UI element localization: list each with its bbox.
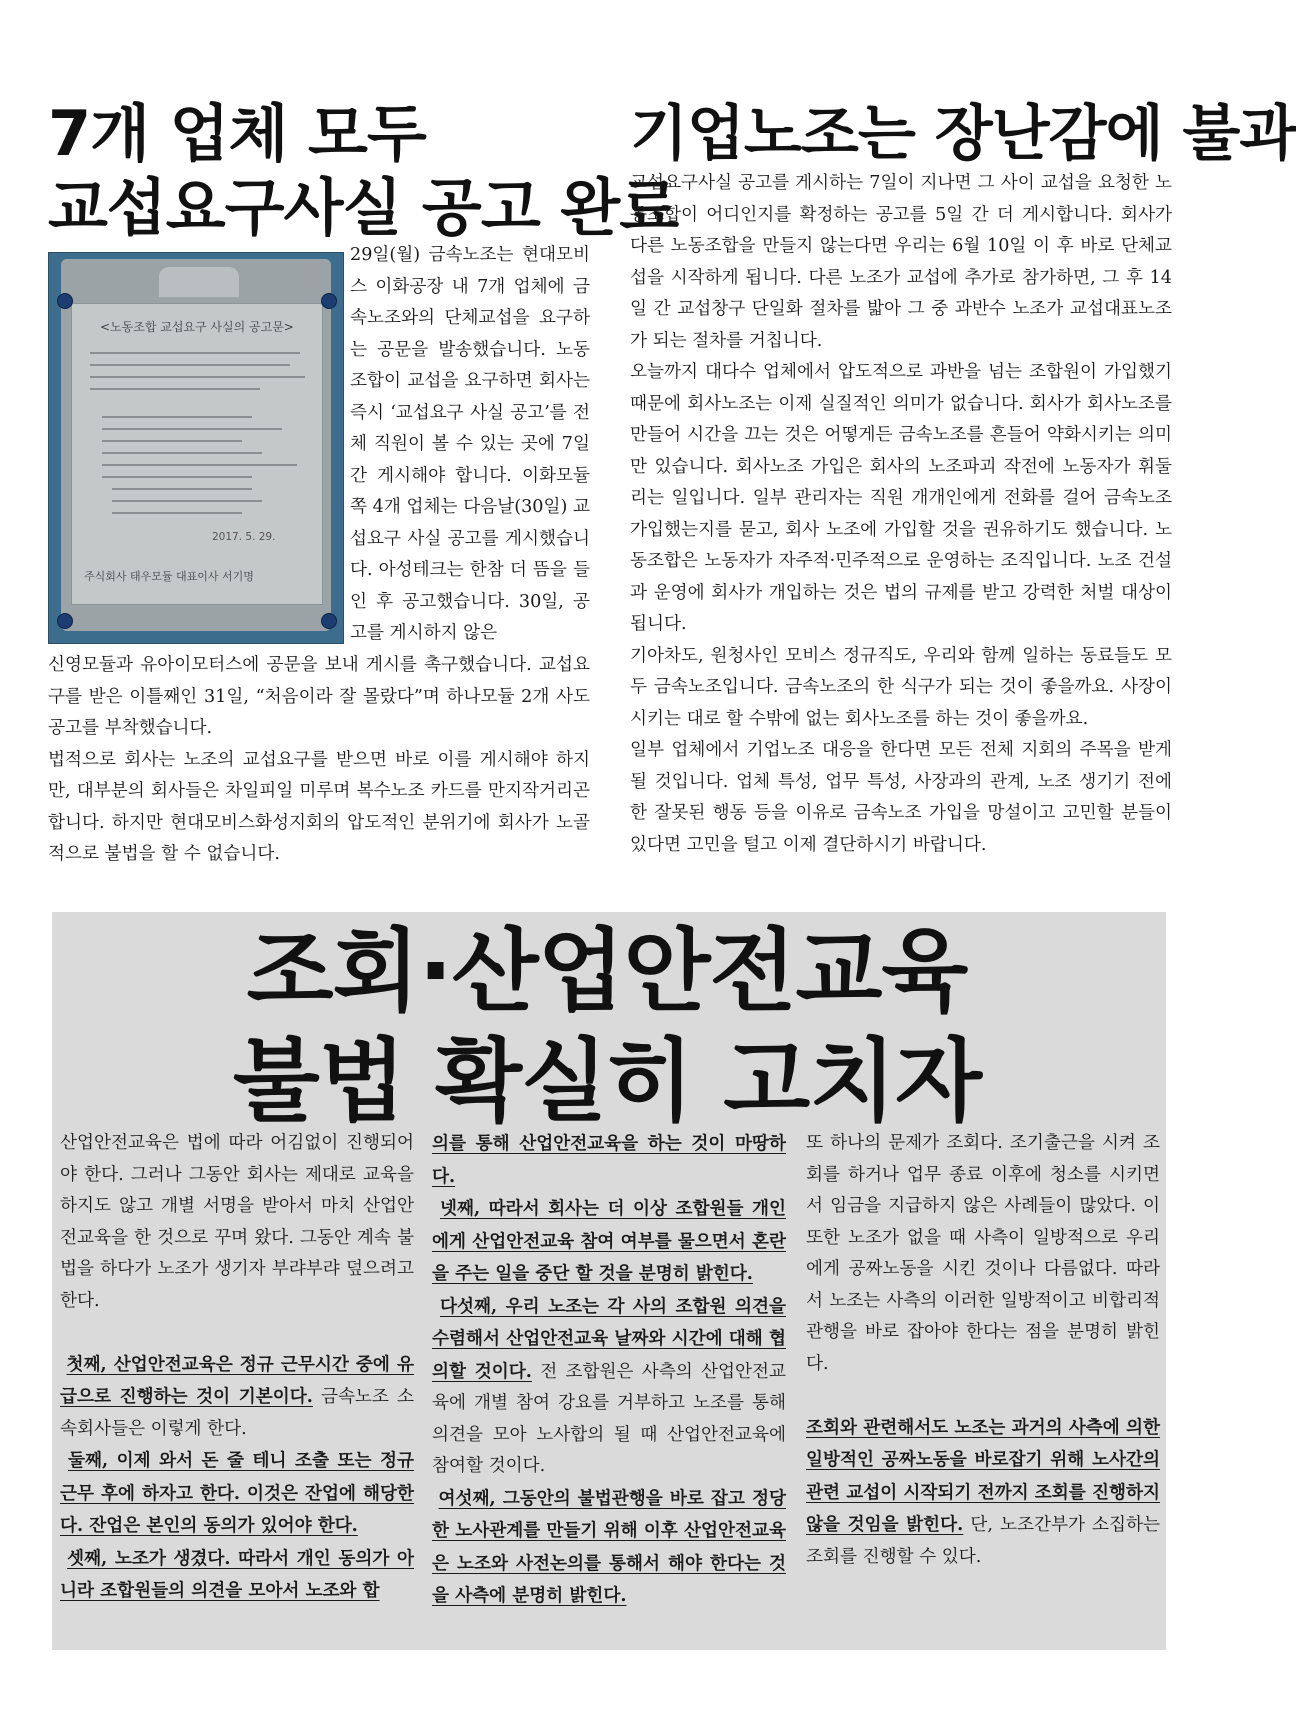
emphasis-text: 여섯째, 그동안의 불법관행을 바로 잡고 정당한 노사관계를 만들기 위해 이후 산업안전교육은 노조와 사전논의를 통해서 해야 한다는 것을 사측에 분명히 밝힌다. [432, 1487, 786, 1606]
notice-sheet [71, 303, 323, 605]
column-paragraph [60, 1445, 414, 1543]
emphasis-text: 첫째, 산업안전교육은 정규 근무시간 중에 유급으로 진행하는 것이 기본이다. [60, 1353, 414, 1407]
column-paragraph [806, 1412, 1160, 1574]
left-article-paragraph: 법적으로 회사는 노조의 교섭요구를 받으면 바로 이를 게시해야 하지만, 대부분의 회사들은 차일피일 미루며 복수노조 카드를 만지작거리곤 합니다. 하지만 현대모비스화성지회의 압도적인 분위기에 회사가 노골적으로 불법을 할 수 없습니다. [48, 749, 590, 864]
plain-text: 전 조합원은 사측의 산업안전교육에 개별 참여 강요를 거부하고 노조를 통해 의견을 모아 노사합의 될 때 산업안전교육에 참여할 것이다. [432, 1361, 786, 1476]
bottom-column-2 [432, 1128, 786, 1613]
column-paragraph [60, 1349, 414, 1446]
column-paragraph [432, 1291, 786, 1483]
bottom-headline-line1: 조회·산업안전교육 [246, 919, 968, 1024]
right-article-paragraph: 교섭요구사실 공고를 게시하는 7일이 지나면 그 사이 교섭을 요청한 노동조합이 어디인지를 확정하는 공고를 5일 간 더 게시합니다. 회사가 다른 노동조합을 만들지 않는다면 우리는 6월 10일 이 후 바로 단체교섭을 시작하게 됩니다. 다른 노조가 교섭에 추가로 참가하면, 그 후 14일 간 교섭창구 단일화 절차를 밟아 그 중 과반수 노조가 교섭대표노조가 되는 절차를 거칩니다. [630, 173, 1172, 351]
left-article-paragraph: 29일(월) 금속노조는 현대모비스 이화공장 내 7개 업체에 금속노조와의 단체교섭을 요구하는 공문을 발송했습니다. 노동조합이 교섭을 요구하면 회사는 즉시 ‘교섭요구 사실 공고’를 전체 직원이 볼 수 있는 곳에 7일 간 게시해야 합니다. 이화모듈 쪽 4개 업체는 다음날(30일) 교섭요구 사실 공고를 게시했습니다. 아성테크는 한참 더 뜸을 들인 후 공고했습니다. 30일, 공고를 게시하지 않은 [350, 245, 590, 643]
left-headline-line1: 7개 업체 모두 [48, 97, 426, 170]
column-paragraph [432, 1193, 786, 1291]
bottom-headline-line2: 불법 확실히 고치자 [232, 1029, 982, 1134]
right-article-paragraph: 오늘까지 대다수 업체에서 압도적으로 과반을 넘는 조합원이 가입했기 때문에 회사노조는 이제 실질적인 의미가 없습니다. 회사가 회사노조를 만들어 시간을 끄는 것은 어떻게든 금속노조를 흔들어 약화시키는 의미만 있습니다. 회사노조 가입은 회사의 노조파괴 작전에 노동자가 휘둘리는 일입니다. 일부 관리자는 직원 개개인에게 전화를 걸어 금속노조 가입했는지를 묻고, 회사 노조에 가입할 것을 권유하기도 했습니다. 노동조합은 노동자가 자주적·민주적으로 운영하는 조직입니다. 노조 건설과 운영에 회사가 개입하는 것은 법의 규제를 받고 강력한 처벌 대상이 됩니다. [630, 362, 1172, 634]
emphasis-text: 둘째, 이제 와서 돈 줄 테니 조출 또는 정규 근무 후에 하자고 한다. 이것은 잔업에 해당한다. 잔업은 본인의 동의가 있어야 한다. [60, 1450, 414, 1536]
column-paragraph: 또 하나의 문제가 조회다. 조기출근을 시켜 조회를 하거나 업무 종료 이후에 청소를 시키면서 임금을 지급하지 않은 사례들이 많았다. 이 또한 노조가 없을 때 사측이 일방적으로 우리에게 공짜노동을 시킨 것이나 다름없다. 따라서 노조는 사측의 이러한 일방적이고 비합리적 관행을 바로 잡아야 한다는 점을 분명히 밝힌다. [806, 1133, 1160, 1374]
emphasis-text: 조회와 관련해서도 노조는 과거의 사측에 의한 일방적인 공짜노동을 바로잡기 위해 노사간의 관련 교섭이 시작되기 전까지 조회를 진행하지 않을 것임을 밝힌다. [806, 1416, 1160, 1535]
emphasis-text: 다섯째, 우리 노조는 각 사의 조합원 의견을 수렴해서 산업안전교육 날짜와 시간에 대해 협의할 것이다. [432, 1295, 786, 1382]
column-paragraph [432, 1128, 786, 1193]
column-paragraph [432, 1483, 786, 1613]
notice-title: <노동조합 교섭요구 사실의 공고문> [100, 320, 294, 334]
frame-pin [57, 613, 73, 629]
right-headline: 기업노조는 장난감에 불과 [630, 99, 1296, 169]
notice-photo [48, 252, 344, 644]
right-article-paragraph: 일부 업체에서 기업노조 대응을 한다면 모든 전체 지회의 주목을 받게 될 것입니다. 업체 특성, 업무 특성, 사장과의 관계, 노조 생기기 전에 한 잘못된 행동 등을 이유로 금속노조 가입을 망설이고 고민할 분들이 있다면 고민을 털고 이제 결단하시기 바랍니다. [630, 740, 1172, 855]
emphasis-text: 의를 통해 산업안전교육을 하는 것이 마땅하다. [432, 1133, 786, 1187]
frame-pin [57, 293, 73, 309]
bottom-column-3 [806, 1128, 1160, 1573]
notice-frame-tab [159, 267, 239, 297]
emphasis-text: 셋째, 노조가 생겼다. 따라서 개인 동의가 아니라 조합원들의 의견을 모아서 노조와 합 [60, 1547, 414, 1601]
right-article-body [630, 168, 1172, 861]
left-article-paragraph: 신영모듈과 유아이모터스에 공문을 보내 게시를 촉구했습니다. 교섭요구를 받은 이틀째인 31일, “처음이라 잘 몰랐다”며 하나모듈 2개 사도 공고를 부착했습니다. [48, 655, 590, 738]
notice-signature: 주식회사 태우모듈 대표이사 서기명 [84, 570, 254, 583]
emphasis-text: 넷째, 따라서 회사는 더 이상 조합원들 개인에게 산업안전교육 참여 여부를 물으면서 혼란을 주는 일을 중단 할 것을 분명히 밝힌다. [432, 1198, 786, 1284]
column-paragraph: 산업안전교육은 법에 따라 어김없이 진행되어야 한다. 그러나 그동안 회사는 제대로 교육을 하지도 않고 개별 서명을 받아서 마치 산업안전교육을 한 것으로 꾸며 왔다. 그동안 계속 불법을 하다가 노조가 생기자 부랴부랴 덮으려고 한다. [60, 1133, 414, 1311]
right-article-paragraph: 기아차도, 원청사인 모비스 정규직도, 우리와 함께 일하는 동료들도 모두 금속노조입니다. 금속노조의 한 식구가 되는 것이 좋을까요. 사장이 시키는 대로 할 수밖에 없는 회사노조를 하는 것이 좋을까요. [630, 645, 1172, 729]
frame-pin [321, 293, 337, 309]
left-headline-line2: 교섭요구사실 공고 완료 [48, 171, 679, 244]
frame-pin [321, 613, 337, 629]
column-paragraph [60, 1543, 414, 1608]
notice-date: 2017. 5. 29. [212, 531, 276, 543]
plain-text: 단, 노조간부가 소집하는 조회를 진행할 수 있다. [806, 1515, 1161, 1567]
bottom-column-1 [60, 1128, 414, 1608]
left-article-continuation [48, 650, 590, 871]
plain-text: 금속노조 소속회사들은 이렇게 한다. [60, 1387, 414, 1439]
